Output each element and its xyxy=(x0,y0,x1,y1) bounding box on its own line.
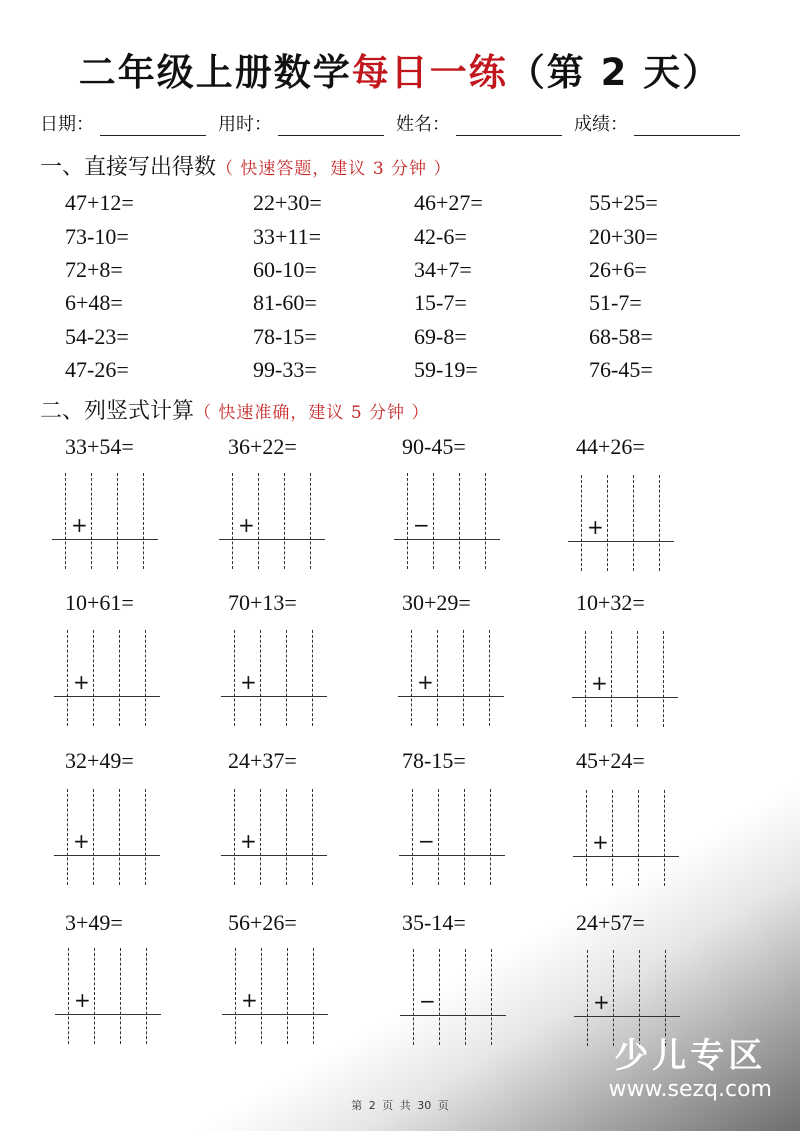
equation: 42-6= xyxy=(414,224,467,249)
column-guide xyxy=(235,948,236,1044)
watermark-url: www.sezq.com xyxy=(608,1077,772,1102)
vertical-calc-problem xyxy=(576,434,706,574)
equation: 20+30= xyxy=(589,224,658,249)
column-guide xyxy=(465,949,466,1045)
answer-grid[interactable] xyxy=(67,630,197,730)
problem-expression: 3+49= xyxy=(65,910,123,935)
column-guide xyxy=(145,789,146,885)
date-field[interactable] xyxy=(40,110,206,136)
column-guide xyxy=(490,789,491,885)
answer-grid[interactable] xyxy=(412,789,542,889)
column-guide xyxy=(585,631,586,727)
plus-icon: + xyxy=(238,513,255,537)
section2-heading xyxy=(40,394,429,425)
column-guide xyxy=(638,790,639,886)
plus-icon: + xyxy=(593,990,610,1014)
column-guide xyxy=(119,630,120,726)
column-guide xyxy=(613,950,614,1046)
column-guide xyxy=(232,473,233,569)
vertical-calc-problem xyxy=(65,434,195,574)
column-guide xyxy=(412,789,413,885)
equation: 72+8= xyxy=(65,257,123,282)
answer-grid[interactable] xyxy=(234,630,364,730)
vertical-calc-problem xyxy=(228,590,358,730)
name-label: 姓名： xyxy=(396,114,450,135)
problem-expression: 24+57= xyxy=(576,910,645,935)
score-field[interactable] xyxy=(574,110,740,136)
problem-expression: 35-14= xyxy=(402,910,466,935)
title-grade: 二年级上册数学 xyxy=(78,51,352,94)
column-guide xyxy=(312,789,313,885)
vertical-calc-problem xyxy=(402,910,532,1050)
answer-grid[interactable] xyxy=(581,475,711,575)
column-guide xyxy=(633,475,634,571)
vertical-calc-problem xyxy=(576,590,706,730)
column-guide xyxy=(260,789,261,885)
column-guide xyxy=(663,631,664,727)
answer-grid[interactable] xyxy=(413,949,543,1049)
column-guide xyxy=(612,790,613,886)
equation: 60-10= xyxy=(253,257,317,282)
vertical-calc-problem xyxy=(576,910,706,1050)
column-guide xyxy=(639,950,640,1046)
column-guide xyxy=(287,948,288,1044)
equation: 78-15= xyxy=(253,324,317,349)
date-blank[interactable] xyxy=(100,117,206,136)
column-guide xyxy=(637,631,638,727)
column-guide xyxy=(459,473,460,569)
column-guide xyxy=(438,789,439,885)
problem-expression: 33+54= xyxy=(65,434,134,459)
section2-hint: （ 快速准确，建议 5 分钟 ） xyxy=(194,403,430,423)
plus-icon: + xyxy=(73,829,90,853)
page-number: 第 2 页 共 30 页 xyxy=(351,1099,449,1112)
section1-hint: （ 快速答题，建议 3 分钟 ） xyxy=(216,159,452,179)
problem-expression: 56+26= xyxy=(228,910,297,935)
column-guide xyxy=(284,473,285,569)
column-guide xyxy=(485,473,486,569)
column-guide xyxy=(68,948,69,1044)
vertical-calc-problem xyxy=(228,910,358,1050)
equation: 76-45= xyxy=(589,357,653,382)
column-guide xyxy=(611,631,612,727)
column-guide xyxy=(581,475,582,571)
equation: 51-7= xyxy=(589,290,642,315)
vertical-calc-problem xyxy=(402,748,532,888)
column-guide xyxy=(260,630,261,726)
column-guide xyxy=(433,473,434,569)
equation: 34+7= xyxy=(414,257,472,282)
time-used-label: 用时： xyxy=(218,114,272,135)
column-guide xyxy=(67,630,68,726)
column-guide xyxy=(286,789,287,885)
equation: 69-8= xyxy=(414,324,467,349)
column-guide xyxy=(664,790,665,886)
answer-grid[interactable] xyxy=(65,473,195,573)
equation: 59-19= xyxy=(414,357,478,382)
problem-expression: 10+32= xyxy=(576,590,645,615)
column-guide xyxy=(146,948,147,1044)
section1-title: 一、直接写出得数 xyxy=(40,155,217,180)
vertical-calc-problem xyxy=(65,748,195,888)
column-guide xyxy=(67,789,68,885)
plus-icon: + xyxy=(240,670,257,694)
answer-grid[interactable] xyxy=(411,630,541,730)
column-guide xyxy=(463,630,464,726)
title-day: （第 2 天） xyxy=(507,51,722,94)
column-guide xyxy=(312,630,313,726)
column-guide xyxy=(117,473,118,569)
vertical-calc-problem xyxy=(228,748,358,888)
column-guide xyxy=(313,948,314,1044)
answer-grid[interactable] xyxy=(407,473,537,573)
column-guide xyxy=(145,630,146,726)
watermark xyxy=(609,1036,772,1104)
column-guide xyxy=(607,475,608,571)
problem-expression: 78-15= xyxy=(402,748,466,773)
column-guide xyxy=(310,473,311,569)
equation: 26+6= xyxy=(589,257,647,282)
problem-expression: 45+24= xyxy=(576,748,645,773)
column-guide xyxy=(143,473,144,569)
column-guide xyxy=(464,789,465,885)
minus-icon: − xyxy=(413,513,430,537)
column-guide xyxy=(413,949,414,1045)
column-guide xyxy=(93,789,94,885)
equation: 6+48= xyxy=(65,290,123,315)
name-field[interactable] xyxy=(396,110,562,136)
column-guide xyxy=(234,789,235,885)
equation: 54-23= xyxy=(65,324,129,349)
score-label: 成绩： xyxy=(574,114,628,135)
vertical-calc-problem xyxy=(228,434,358,574)
score-blank[interactable] xyxy=(634,117,740,136)
column-guide xyxy=(65,473,66,569)
vertical-calc-problem xyxy=(402,434,532,574)
page-title xyxy=(0,42,800,96)
answer-grid[interactable] xyxy=(586,790,716,890)
plus-icon: + xyxy=(591,671,608,695)
column-guide xyxy=(120,948,121,1044)
column-guide xyxy=(93,630,94,726)
vertical-calc-problem xyxy=(65,910,195,1050)
watermark-logo-text: 少儿专区 xyxy=(614,1036,767,1076)
column-guide xyxy=(119,789,120,885)
plus-icon: + xyxy=(241,988,258,1012)
minus-icon: − xyxy=(418,829,435,853)
equation: 99-33= xyxy=(253,357,317,382)
column-guide xyxy=(261,948,262,1044)
plus-icon: + xyxy=(71,513,88,537)
section2-title: 二、列竖式计算 xyxy=(40,399,195,424)
equation: 68-58= xyxy=(589,324,653,349)
plus-icon: + xyxy=(587,515,604,539)
equation: 47+12= xyxy=(65,190,134,215)
answer-grid[interactable] xyxy=(585,631,715,731)
column-guide xyxy=(258,473,259,569)
title-daily-practice: 每日一练 xyxy=(351,51,508,94)
vertical-calc-problem xyxy=(576,748,706,888)
vertical-calc-problem xyxy=(65,590,195,730)
time-used-field[interactable] xyxy=(218,110,384,136)
column-guide xyxy=(407,473,408,569)
section1-heading xyxy=(40,150,451,181)
plus-icon: + xyxy=(73,670,90,694)
problem-expression: 24+37= xyxy=(228,748,297,773)
equation: 15-7= xyxy=(414,290,467,315)
answer-grid[interactable] xyxy=(234,789,364,889)
column-guide xyxy=(665,950,666,1046)
time-used-blank[interactable] xyxy=(278,117,384,136)
column-guide xyxy=(586,790,587,886)
minus-icon: − xyxy=(419,989,436,1013)
vertical-calc-problem xyxy=(402,590,532,730)
problem-expression: 36+22= xyxy=(228,434,297,459)
equation: 81-60= xyxy=(253,290,317,315)
equation: 73-10= xyxy=(65,224,129,249)
equation: 55+25= xyxy=(589,190,658,215)
answer-grid[interactable] xyxy=(232,473,362,573)
date-label: 日期： xyxy=(40,114,94,135)
column-guide xyxy=(491,949,492,1045)
plus-icon: + xyxy=(417,670,434,694)
problem-expression: 70+13= xyxy=(228,590,297,615)
equation: 47-26= xyxy=(65,357,129,382)
answer-grid[interactable] xyxy=(68,948,198,1048)
problem-expression: 90-45= xyxy=(402,434,466,459)
column-guide xyxy=(659,475,660,571)
column-guide xyxy=(234,630,235,726)
equation: 46+27= xyxy=(414,190,483,215)
answer-grid[interactable] xyxy=(235,948,365,1048)
equation: 22+30= xyxy=(253,190,322,215)
column-guide xyxy=(489,630,490,726)
problem-expression: 32+49= xyxy=(65,748,134,773)
plus-icon: + xyxy=(592,830,609,854)
column-guide xyxy=(587,950,588,1046)
problem-expression: 44+26= xyxy=(576,434,645,459)
name-blank[interactable] xyxy=(456,117,562,136)
column-guide xyxy=(439,949,440,1045)
column-guide xyxy=(411,630,412,726)
column-guide xyxy=(94,948,95,1044)
equation: 33+11= xyxy=(253,224,321,249)
problem-expression: 10+61= xyxy=(65,590,134,615)
problem-expression: 30+29= xyxy=(402,590,471,615)
column-guide xyxy=(437,630,438,726)
plus-icon: + xyxy=(74,988,91,1012)
column-guide xyxy=(91,473,92,569)
plus-icon: + xyxy=(240,829,257,853)
column-guide xyxy=(286,630,287,726)
info-row xyxy=(40,110,770,136)
answer-grid[interactable] xyxy=(587,950,717,1050)
answer-grid[interactable] xyxy=(67,789,197,889)
